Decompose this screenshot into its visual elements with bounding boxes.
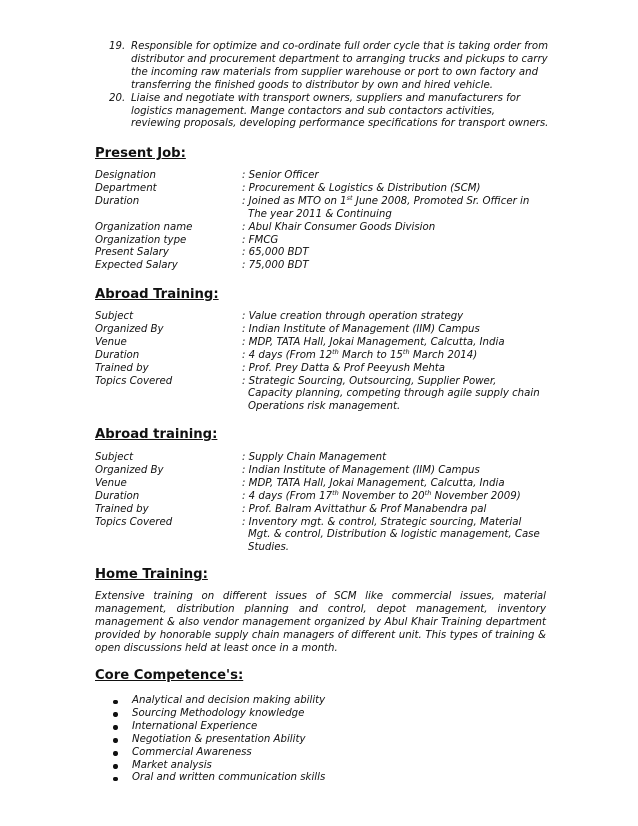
organized-by-row xyxy=(95,465,555,478)
field-label: Department xyxy=(95,182,157,194)
topics-row xyxy=(95,517,555,556)
abroad-training-heading: Abroad Training: xyxy=(95,287,219,302)
field-value: : MDP, TATA Hall, Jokai Management, Calcutta, India xyxy=(242,336,505,348)
field-value: : Indian Institute of Management (IIM) Campus xyxy=(242,464,480,476)
bullet-icon xyxy=(113,725,118,730)
org-type-row xyxy=(95,235,555,248)
home-training-heading: Home Training: xyxy=(95,567,208,582)
bullet-icon xyxy=(113,712,118,717)
designation-row xyxy=(95,170,555,183)
field-label: Trained by xyxy=(95,362,149,374)
field-value: : Prof. Prey Datta & Prof Peeyush Mehta xyxy=(242,362,446,374)
present-job-heading: Present Job: xyxy=(95,146,186,161)
topics-row xyxy=(95,376,555,415)
field-value: : Senior Officer xyxy=(242,170,319,181)
bullet-icon xyxy=(113,777,118,782)
item-line: reviewing proposals, developing performance specifications for transport owners. xyxy=(131,118,549,130)
list-item: Sourcing Methodology knowledge xyxy=(113,708,325,721)
bullet-icon xyxy=(113,764,118,769)
core-competence-heading: Core Competence's: xyxy=(95,668,244,683)
field-label: Venue xyxy=(95,336,127,348)
abroad-training-heading: Abroad training: xyxy=(95,427,218,442)
venue-row xyxy=(95,337,555,350)
subject-row xyxy=(95,452,555,465)
item-line: logistics management. Mange contactors and sub contactors activities, xyxy=(131,105,496,117)
field-label: Subject xyxy=(95,311,134,322)
field-value: : 75,000 BDT xyxy=(242,260,309,272)
bullet-icon xyxy=(113,738,118,743)
field-value: : 4 days (From 17th November to 20th November 2009) xyxy=(242,488,521,502)
field-value: : Value creation through operation strategy xyxy=(242,311,464,322)
field-label: Venue xyxy=(95,477,127,489)
list-item: Commercial Awareness xyxy=(113,747,325,760)
item-line: the incoming raw materials from supplier warehouse or port to own factory and xyxy=(131,66,539,78)
item-number: 20. xyxy=(109,92,126,104)
list-item: Market analysis xyxy=(113,760,325,773)
field-label: Organized By xyxy=(95,323,164,335)
list-item: Negotiation & presentation Ability xyxy=(113,734,325,747)
duration-row xyxy=(95,193,555,222)
field-value: : Joined as MTO on 1st June 2008, Promoted Sr. Officer in The year 2011 & Continuing xyxy=(242,193,530,220)
field-label: Organization type xyxy=(95,234,187,246)
list-item: Oral and written communication skills xyxy=(113,772,325,785)
field-value: : Indian Institute of Management (IIM) Campus xyxy=(242,323,480,335)
department-row xyxy=(95,183,555,196)
competence-list xyxy=(113,695,325,785)
field-value: : Strategic Sourcing, Outsourcing, Supplier Power, Capacity planning, competing through agile supply chain Operations risk management. xyxy=(242,375,540,413)
present-salary-row xyxy=(95,247,555,260)
field-label: Topics Covered xyxy=(95,516,173,528)
item-line: Responsible for optimize and co-ordinate full order cycle that is taking order from xyxy=(131,41,549,52)
subject-row xyxy=(95,311,555,324)
responsibility-list xyxy=(109,41,549,131)
list-item: International Experience xyxy=(113,721,325,734)
field-value: : Supply Chain Management xyxy=(242,452,387,463)
field-label: Expected Salary xyxy=(95,260,178,272)
field-label: Organization name xyxy=(95,221,193,233)
trained-by-row xyxy=(95,363,555,376)
item-line: Liaise and negotiate with transport owners, suppliers and manufacturers for xyxy=(131,92,521,104)
field-value: : MDP, TATA Hall, Jokai Management, Calcutta, India xyxy=(242,477,505,489)
trained-by-row xyxy=(95,504,555,517)
field-label: Duration xyxy=(95,490,140,502)
item-line: transferring the finished goods to distributor by own and hired vehicle. xyxy=(131,79,493,91)
duration-row xyxy=(95,488,555,504)
list-item xyxy=(109,41,549,93)
duration-row xyxy=(95,347,555,363)
field-label: Subject xyxy=(95,452,134,463)
item-line: distributor and procurement department to arranging trucks and pickups to carry xyxy=(131,53,548,65)
field-label: Organized By xyxy=(95,464,164,476)
field-label: Topics Covered xyxy=(95,375,173,387)
field-value: : FMCG xyxy=(242,234,279,246)
field-label: Duration xyxy=(95,349,140,361)
list-item: Analytical and decision making ability xyxy=(113,695,325,708)
expected-salary-row xyxy=(95,260,555,273)
field-value: : Abul Khair Consumer Goods Division xyxy=(242,221,436,233)
organized-by-row xyxy=(95,324,555,337)
field-label: Trained by xyxy=(95,503,149,515)
field-value: : 65,000 BDT xyxy=(242,247,309,259)
field-label: Designation xyxy=(95,170,156,181)
abroad-training-details xyxy=(95,311,555,414)
present-job-details xyxy=(95,170,555,273)
item-number: 19. xyxy=(109,41,126,52)
bullet-icon xyxy=(113,700,118,705)
field-value: : 4 days (From 12th March to 15th March 2014) xyxy=(242,347,478,361)
venue-row xyxy=(95,478,555,491)
org-name-row xyxy=(95,222,555,235)
home-training-text: Extensive training on different issues of SCM like commercial issues, material management, distribution planning and control, depot management, inventory management & also vendor management organized by Abul Khair Training department provided by honorable supply chain managers of different unit. This types of training & open discussions held at least once in a month. xyxy=(95,591,546,654)
field-label: Present Salary xyxy=(95,247,169,259)
list-item xyxy=(109,93,549,132)
abroad-training-details xyxy=(95,452,555,555)
field-value: : Inventory mgt. & control, Strategic sourcing, Material Mgt. & control, Distribution & logistic management, Case Studies. xyxy=(242,516,540,554)
field-value: : Procurement & Logistics & Distribution (SCM) xyxy=(242,182,481,194)
field-label: Duration xyxy=(95,195,140,207)
field-value: : Prof. Balram Avittathur & Prof Manabendra pal xyxy=(242,503,487,515)
bullet-icon xyxy=(113,751,118,756)
